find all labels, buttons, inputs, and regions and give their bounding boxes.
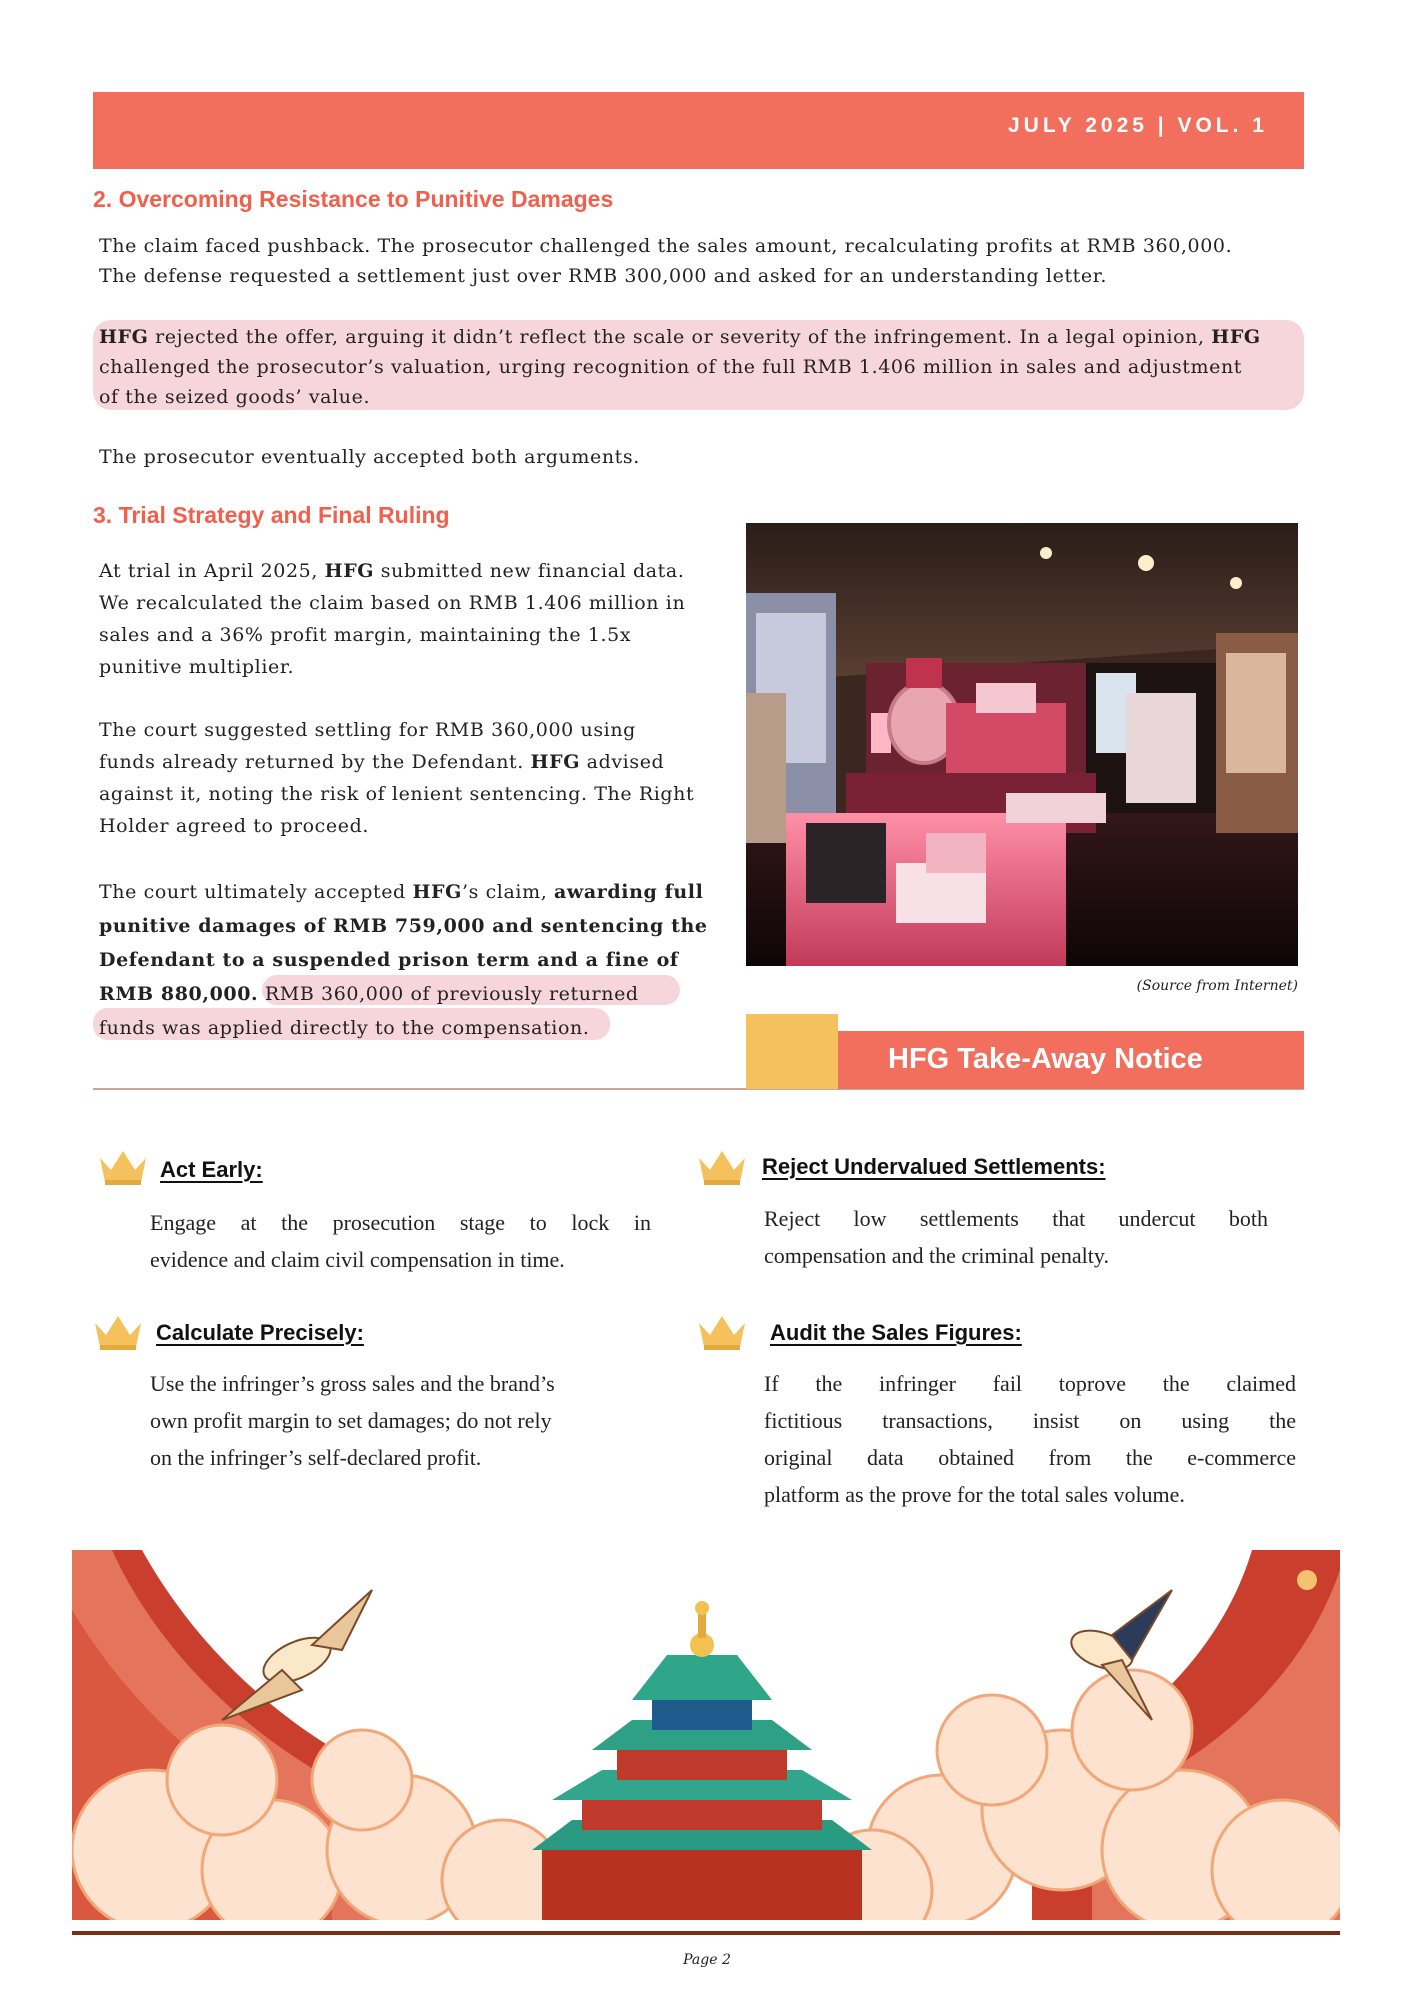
text-line: against it, noting the risk of lenient sentencing. The Right [99,783,695,805]
section-2-para-2 [99,322,1261,412]
text-line: own profit margin to set damages; do not rely [150,1408,552,1433]
text-line: punitive damages of RMB 759,000 and sentencing the [99,915,708,937]
page-number: Page 2 [683,1952,731,1968]
section-3-para-1 [99,555,685,683]
text-line: of the seized goods’ value. [99,386,371,408]
crown-icon [92,1313,144,1351]
tip-heading: Audit the Sales Figures: [770,1320,1022,1345]
crown-icon [696,1313,748,1351]
tip-heading: Act Early: [160,1157,263,1182]
tip-heading: Reject Undervalued Settlements: [762,1154,1106,1179]
text-line: platform as the prove for the total sales volume. [764,1482,1185,1507]
text-line: fictitious transactions, insist on using the [764,1408,1296,1433]
tip-body [764,1200,1268,1274]
takeaway-accent-square [746,1014,838,1089]
text-line: Use the infringer’s gross sales and the brand’s [150,1371,555,1396]
text-line: Engage at the prosecution stage to lock in [150,1210,651,1235]
text-line: on the infringer’s self-declared profit. [150,1445,482,1470]
text-line: evidence and claim civil compensation in time. [150,1247,565,1272]
takeaway-title: HFG Take-Away Notice [888,1043,1203,1075]
photo-caption: (Source from Internet) [1136,978,1298,994]
tip-body [150,1365,651,1476]
crown-icon [696,1148,748,1186]
section-3-heading: 3. Trial Strategy and Final Ruling [93,502,450,528]
text-line: HFG rejected the offer, arguing it didn’t reflect the scale or severity of the infringement. In a legal opinion, HFG [99,326,1261,348]
text-line: Holder agreed to proceed. [99,815,370,837]
temple-of-heaven-illustration [72,1550,1340,1920]
text-line: funds already returned by the Defendant. HFG advised [99,751,665,773]
text-line: sales and a 36% profit margin, maintaining the 1.5x [99,624,632,646]
text-line: The claim faced pushback. The prosecutor challenged the sales amount, recalculating profits at RMB 360,000. [99,235,1233,257]
store-photo [746,523,1298,966]
tip-body [150,1204,651,1278]
header-bar [93,92,1304,169]
text-line: We recalculated the claim based on RMB 1.406 million in [99,592,686,614]
text-line: At trial in April 2025, HFG submitted new financial data. [99,560,685,582]
section-2-para-3: The prosecutor eventually accepted both arguments. [99,446,640,468]
text-line: If the infringer fail toprove the claimed [764,1371,1296,1396]
text-line: RMB 880,000. RMB 360,000 of previously returned [99,983,639,1005]
tip-heading: Calculate Precisely: [156,1320,364,1345]
text-line: The defense requested a settlement just over RMB 300,000 and asked for an understanding letter. [99,265,1108,287]
section-3-para-3 [99,875,708,1045]
text-line: The court suggested settling for RMB 360,000 using [99,719,636,741]
text-line: original data obtained from the e-commerce [764,1445,1296,1470]
text-line: funds was applied directly to the compensation. [99,1017,590,1039]
section-2-para-1 [99,231,1232,291]
footer-rule [72,1931,1340,1935]
crown-icon [97,1148,149,1186]
section-2-heading: 2. Overcoming Resistance to Punitive Damages [93,186,614,212]
text-line: The court ultimately accepted HFG’s claim, awarding full [99,881,704,903]
text-line: challenged the prosecutor’s valuation, urging recognition of the full RMB 1.406 million in sales and adjustment [99,356,1243,378]
tip-body [764,1365,1296,1513]
issue-label: JULY 2025 | VOL. 1 [1008,114,1268,137]
text-line: Defendant to a suspended prison term and a fine of [99,949,679,971]
text-line: Reject low settlements that undercut both [764,1206,1268,1231]
text-line: compensation and the criminal penalty. [764,1243,1109,1268]
section-3-para-2 [99,714,694,842]
text-line: punitive multiplier. [99,656,295,678]
